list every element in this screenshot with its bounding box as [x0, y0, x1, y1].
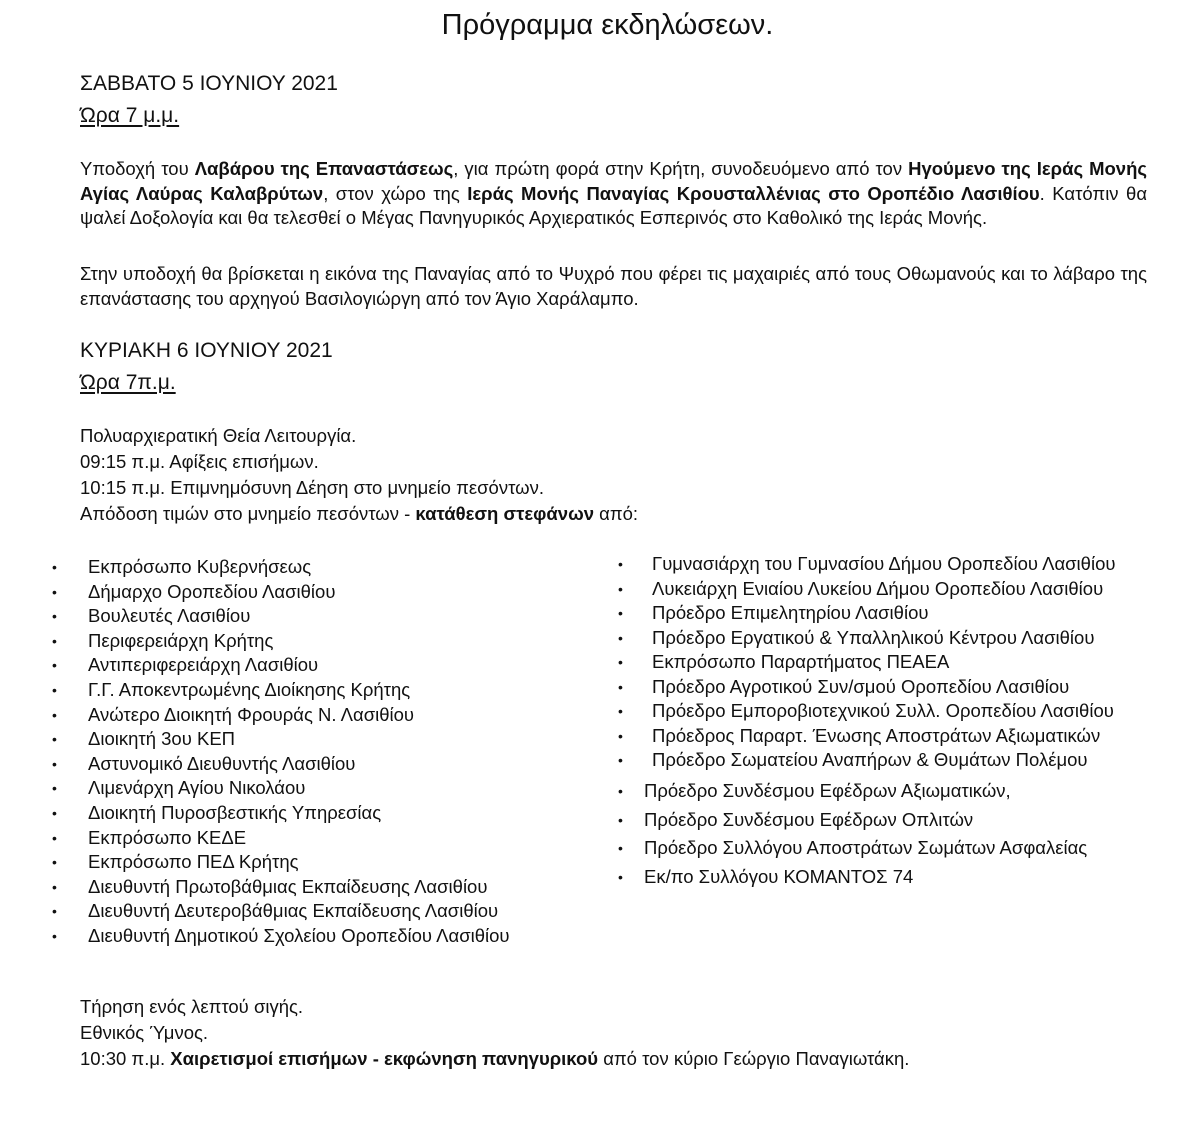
list-item-label: Εκπρόσωπο ΚΕΔΕ [88, 826, 247, 848]
list-item [52, 875, 510, 900]
sunday-date-heading: ΚΥΡΙΑΚΗ 6 ΙΟΥΝΙΟΥ 2021 [80, 339, 333, 362]
bullet-icon: • [618, 629, 623, 646]
list-item [618, 777, 1087, 806]
list-item [618, 626, 1115, 651]
list-item [618, 577, 1115, 602]
saturday-date-heading: ΣΑΒΒΑΤΟ 5 ΙΟΥΝΙΟΥ 2021 [80, 72, 338, 95]
list-item [618, 834, 1088, 863]
page-title: Πρόγραμμα εκδηλώσεων. [441, 9, 774, 41]
sunday-time-heading: Ώρα 7π.μ. [80, 371, 176, 394]
greetings-line [80, 1047, 909, 1071]
list-item-label: Διευθυντή Δημοτικού Σχολείου Οροπεδίου Λασιθίου [88, 924, 510, 946]
list-item [52, 924, 510, 949]
list-item-label: Πρόεδρος Παραρτ. Ένωσης Αποστράτων Αξιωματικών [652, 724, 1101, 746]
list-item-label: Ανώτερο Διοικητή Φρουράς Ν. Λασιθίου [88, 703, 415, 725]
bullet-icon: • [52, 804, 57, 821]
list-item [52, 899, 510, 924]
text-segment: από τον κύριο Γεώργιο Παναγιωτάκη. [598, 1048, 910, 1069]
saturday-paragraph-reception [80, 157, 1147, 231]
list-item [52, 604, 510, 629]
bullet-icon: • [618, 783, 623, 799]
list-item [52, 727, 510, 752]
list-item [52, 653, 510, 678]
list-item-label: Διευθυντή Πρωτοβάθμιας Εκπαίδευσης Λασιθίου [88, 875, 488, 897]
list-item [52, 801, 510, 826]
bullet-icon: • [52, 780, 57, 797]
list-item [52, 850, 510, 875]
bullet-icon: • [52, 731, 57, 748]
bullet-icon: • [52, 608, 57, 625]
bullet-icon: • [52, 755, 57, 772]
bullet-icon: • [52, 681, 57, 698]
list-item-label: Λιμενάρχη Αγίου Νικολάου [88, 777, 306, 799]
bullet-icon: • [52, 657, 57, 674]
bullet-icon: • [52, 903, 57, 920]
list-item [52, 555, 510, 580]
bullet-icon: • [618, 752, 623, 768]
bullet-icon: • [618, 840, 623, 856]
bullet-icon: • [618, 727, 623, 744]
list-item [618, 675, 1115, 700]
saturday-paragraph-icon: Στην υποδοχή θα βρίσκεται η εικόνα της Παναγίας από το Ψυχρό που φέρει τις μαχαιριές από τους Οθωμανούς και το λάβαρο της επανάστασης του αρχηγού Βασιλογιώργη από τον Άγιο Χαράλαμπο. [80, 263, 1147, 309]
list-item-label: Λυκειάρχη Ενιαίου Λυκείου Δήμου Οροπεδίου Λασιθίου [652, 577, 1104, 599]
list-item [618, 806, 1087, 835]
bullet-icon: • [618, 556, 623, 572]
liturgy-line: Πολυαρχιερατική Θεία Λειτουργία. [80, 425, 357, 446]
wreath-list-left [52, 555, 510, 949]
arrivals-line: 09:15 π.μ. Αφίξεις επισήμων. [80, 451, 319, 472]
text-segment: . Κατόπιν θα ψαλεί Δοξολογία και θα τελεσθεί ο Μέγας Πανηγυρικός Αρχιερατικός Εσπερινός στο Καθολικό της Ιεράς Μονής. [80, 182, 1148, 228]
list-item-label: Εκπρόσωπο Παραρτήματος ΠΕΑΕΑ [652, 651, 950, 672]
text-segment: Απόδοση τιμών στο μνημείο πεσόντων - [80, 503, 416, 524]
list-item-label: Αστυνομικό Διευθυντής Λασιθίου [88, 752, 356, 774]
text-segment: Υποδοχή του [80, 158, 195, 179]
list-item [52, 826, 510, 851]
list-item-label: Διοικητή Πυροσβεστικής Υπηρεσίας [88, 801, 382, 823]
list-item [618, 650, 1115, 675]
list-item [618, 552, 1116, 577]
list-item [52, 776, 510, 801]
list-item-label: Περιφερειάρχη Κρήτης [88, 629, 274, 651]
bullet-icon: • [618, 654, 623, 670]
list-item [618, 863, 1087, 892]
list-item-label: Αντιπεριφερειάρχη Λασιθίου [88, 654, 319, 676]
bullet-icon: • [618, 811, 623, 828]
list-item-label: Πρόεδρο Συλλόγου Αποστράτων Σωμάτων Ασφαλείας [644, 837, 1088, 858]
bold-segment-wreaths: κατάθεση στεφάνων [415, 503, 594, 524]
bullet-icon: • [52, 632, 57, 649]
wreath-list-right-extra [618, 777, 1088, 891]
list-item-label: Πρόεδρο Εργατικού & Υπαλληλικού Κέντρου Λασιθίου [652, 626, 1095, 648]
bold-segment-labarum: Λαβάρου της Επαναστάσεως [194, 158, 454, 179]
list-item [618, 699, 1115, 724]
list-item-label: Διευθυντή Δευτεροβάθμιας Εκπαίδευσης Λασιθίου [88, 900, 499, 922]
list-item [52, 703, 510, 728]
list-item-label: Πρόεδρο Εμποροβιοτεχνικού Συλλ. Οροπεδίου Λασιθίου [652, 700, 1114, 721]
list-item-label: Πρόεδρο Αγροτικού Συν/σμού Οροπεδίου Λασιθίου [652, 675, 1070, 697]
list-item-label: Πρόεδρο Συνδέσμου Εφέδρων Οπλιτών [644, 808, 974, 830]
bullet-icon: • [52, 878, 57, 895]
minute-silence-line: Τήρηση ενός λεπτού σιγής. [80, 996, 304, 1017]
list-item-label: Εκπρόσωπο Κυβερνήσεως [88, 556, 312, 577]
list-item [618, 724, 1115, 749]
bold-segment-abbot: Ηγούμενο της Ιεράς Μονής Αγίας Λαύρας Καλαβρύτων [80, 158, 1148, 204]
wreath-list-right [618, 552, 1116, 773]
list-item-label: Εκ/πο Συλλόγου ΚΟΜΑΝΤΟΣ 74 [644, 865, 914, 887]
list-item-label: Πρόεδρο Συνδέσμου Εφέδρων Αξιωματικών, [644, 780, 1011, 801]
list-item-label: Πρόεδρο Επιμελητηρίου Λασιθίου [652, 602, 929, 623]
wreath-laying-line [80, 502, 638, 526]
national-anthem-line: Εθνικός Ύμνος. [80, 1022, 209, 1043]
text-segment: από: [594, 503, 639, 524]
list-item-label: Βουλευτές Λασιθίου [88, 605, 251, 627]
bold-segment-greetings: Χαιρετισμοί επισήμων - εκφώνηση πανηγυρικού [170, 1048, 599, 1069]
bullet-icon: • [52, 927, 57, 944]
bullet-icon: • [52, 583, 57, 600]
bullet-icon: • [52, 854, 57, 871]
list-item [618, 748, 1115, 773]
list-item [52, 580, 510, 605]
bullet-icon: • [618, 868, 623, 885]
text-segment: , για πρώτη φορά στην Κρήτη, συνοδευόμενο από τον [453, 158, 909, 179]
list-item-label: Δήμαρχο Οροπεδίου Λασιθίου [88, 580, 336, 602]
bold-segment-monastery: Ιεράς Μονής Παναγίας Κρουσταλλένιας στο Οροπέδιο Λασιθίου [467, 182, 1040, 204]
bullet-icon: • [52, 559, 57, 575]
list-item-label: Διοικητή 3ου ΚΕΠ [88, 728, 236, 750]
text-segment: , στον χώρο της [323, 182, 468, 204]
text-segment: 10:30 π.μ. [80, 1048, 171, 1069]
bullet-icon: • [618, 605, 623, 621]
bullet-icon: • [618, 678, 623, 695]
list-item [52, 629, 510, 654]
saturday-time-heading: Ώρα 7 μ.μ. [80, 104, 180, 127]
bullet-icon: • [52, 829, 57, 846]
list-item-label: Γυμνασιάρχη του Γυμνασίου Δήμου Οροπεδίου Λασιθίου [652, 553, 1116, 574]
bullet-icon: • [52, 706, 57, 723]
list-item-label: Γ.Γ. Αποκεντρωμένης Διοίκησης Κρήτης [88, 678, 411, 700]
memorial-prayer-line: 10:15 π.μ. Επιμνημόσυνη Δέηση στο μνημείο πεσόντων. [80, 477, 544, 498]
bullet-icon: • [618, 580, 623, 597]
list-item-label: Εκπρόσωπο ΠΕΔ Κρήτης [88, 851, 299, 873]
list-item [52, 752, 510, 777]
list-item-label: Πρόεδρο Σωματείου Αναπήρων & Θυμάτων Πολέμου [652, 749, 1088, 770]
list-item [52, 678, 510, 703]
list-item [618, 601, 1115, 626]
bullet-icon: • [618, 703, 623, 719]
